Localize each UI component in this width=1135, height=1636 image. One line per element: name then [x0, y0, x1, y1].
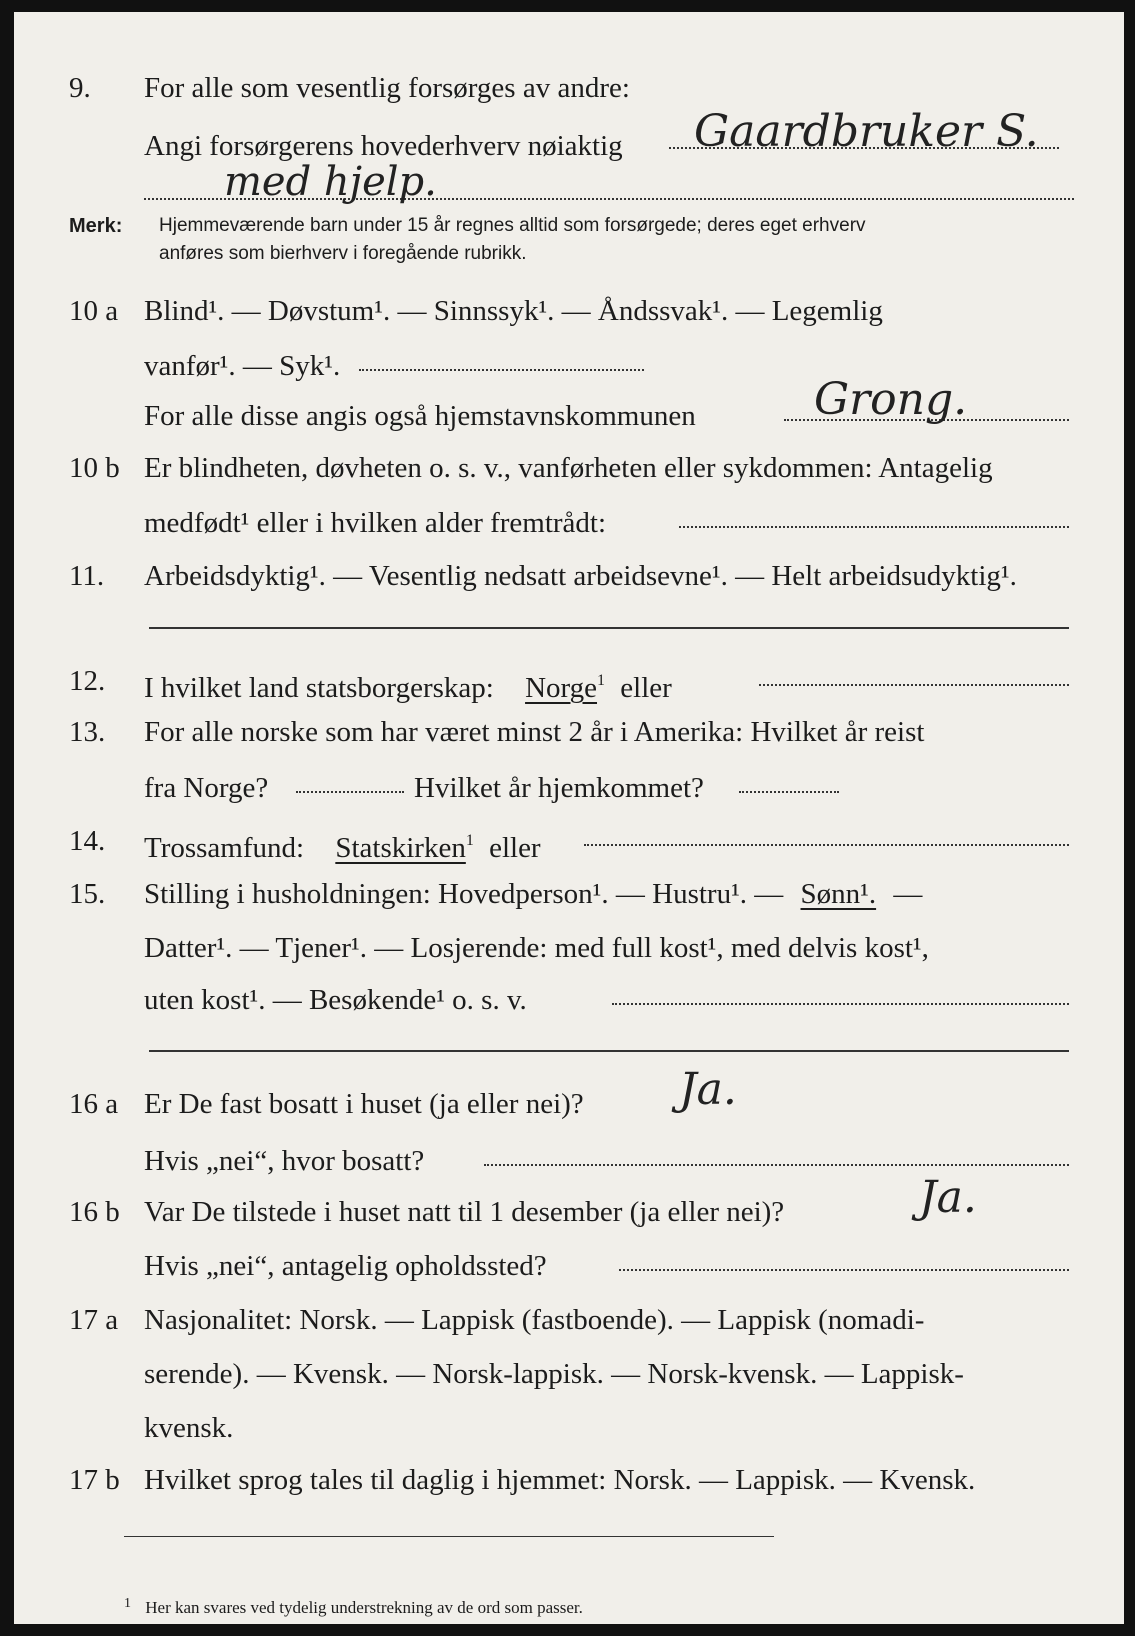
question-number: 15. [69, 878, 106, 910]
handwritten-answer: Grong. [814, 374, 968, 425]
answer-line [359, 369, 644, 371]
underlined-option-sonn: Sønn¹. [800, 878, 877, 910]
question-text: uten kost¹. — Besøkende¹ o. s. v. [144, 984, 527, 1016]
question-number: 10 b [69, 452, 120, 484]
question-text: kvensk. [144, 1412, 234, 1444]
question-text [144, 870, 922, 918]
footnote-divider [124, 1536, 774, 1537]
question-text: Datter¹. — Tjener¹. — Losjerende: med full kost¹, med delvis kost¹, [144, 932, 929, 964]
question-text: Hvis „nei“, hvor bosatt? [144, 1145, 425, 1177]
question-text: Var De tilstede i huset natt til 1 desember (ja eller nei)? [144, 1196, 785, 1228]
question-number: 13. [69, 716, 106, 748]
question-text: For alle disse angis også hjemstavnskommunen [144, 400, 696, 432]
question-16a [14, 1064, 1124, 1128]
question-9 [14, 64, 1124, 112]
question-text [144, 657, 672, 712]
answer-line [484, 1164, 1069, 1166]
question-11 [14, 552, 1124, 600]
question-text-pre: Trossamfund: [144, 832, 305, 864]
question-9-line2 [14, 106, 1124, 170]
question-text: medfødt¹ eller i hvilken alder fremtrådt: [144, 507, 607, 539]
question-14 [14, 817, 1124, 865]
question-text: vanfør¹. — Syk¹. [144, 350, 341, 382]
handwritten-answer: Gaardbruker S. [694, 106, 1039, 157]
question-15-line3 [14, 976, 1124, 1024]
question-number: 11. [69, 560, 105, 592]
underlined-option-statskirken: Statskirken [335, 832, 466, 864]
question-text: Angi forsørgerens hovederhverv nøiaktig [144, 130, 623, 162]
question-number: 16 a [69, 1088, 119, 1120]
question-text: Er De fast bosatt i huset (ja eller nei)? [144, 1088, 584, 1120]
question-number: 10 a [69, 295, 119, 327]
footnote-marker: 1 [597, 672, 606, 689]
question-10b-line2 [14, 499, 1124, 547]
question-text: — [893, 878, 923, 910]
section-divider [149, 627, 1069, 629]
footnote [124, 1596, 583, 1618]
question-text: Hvilket sprog tales til daglig i hjemmet: Norsk. — Lappisk. — Kvensk. [144, 1464, 976, 1496]
census-form-page [14, 12, 1124, 1624]
answer-line [619, 1269, 1069, 1271]
answer-line [584, 844, 1069, 846]
answer-line [759, 684, 1069, 686]
question-10a [14, 287, 1124, 335]
question-text-post: eller [489, 832, 541, 864]
question-text: Stilling i husholdningen: Hovedperson¹. — Hustru¹. — [144, 878, 784, 910]
question-text: For alle som vesentlig forsørges av andre: [144, 72, 630, 104]
handwritten-answer: med hjelp. [224, 159, 437, 205]
question-number: 17 b [69, 1464, 120, 1496]
question-number: 16 b [69, 1196, 120, 1228]
question-17a-line2 [14, 1350, 1124, 1398]
handwritten-answer: Ja. [679, 1064, 737, 1115]
question-17a [14, 1296, 1124, 1344]
question-13-line2 [14, 764, 1124, 812]
footnote-text: Her kan svares ved tydelig understrekning av de ord som passer. [145, 1598, 583, 1617]
question-text: Hvis „nei“, antagelig opholdssted? [144, 1250, 547, 1282]
note-label: Merk: [69, 215, 123, 237]
question-text: Blind¹. — Døvstum¹. — Sinnssyk¹. — Åndssvak¹. — Legemlig [144, 295, 883, 327]
question-15-line2 [14, 924, 1124, 972]
question-17b [14, 1456, 1124, 1504]
answer-line [679, 526, 1069, 528]
footnote-mark: 1 [124, 1596, 131, 1611]
answer-line [739, 791, 839, 793]
note-text: anføres som bierhverv i foregående rubrikk. [159, 243, 527, 264]
question-text: Nasjonalitet: Norsk. — Lappisk (fastboende). — Lappisk (nomadi- [144, 1304, 925, 1336]
question-number: 12. [69, 665, 106, 697]
question-text: For alle norske som har været minst 2 år i Amerika: Hvilket år reist [144, 716, 925, 748]
question-text: Er blindheten, døvheten o. s. v., vanførheten eller sykdommen: Antagelig [144, 452, 993, 484]
question-15 [14, 870, 1124, 918]
footnote-marker: 1 [465, 832, 474, 849]
question-number: 14. [69, 825, 106, 857]
question-10b [14, 444, 1124, 492]
question-text: serende). — Kvensk. — Norsk-lappisk. — Norsk-kvensk. — Lappisk- [144, 1358, 964, 1390]
question-text: fra Norge? [144, 772, 269, 804]
answer-line [296, 791, 404, 793]
question-12 [14, 657, 1124, 705]
question-13 [14, 708, 1124, 756]
question-16b-line2 [14, 1242, 1124, 1290]
section-divider [149, 1050, 1069, 1052]
question-number: 9. [69, 72, 91, 104]
handwritten-answer: Ja. [919, 1172, 977, 1223]
question-text: Arbeidsdyktig¹. — Vesentlig nedsatt arbeidsevne¹. — Helt arbeidsudyktig¹. [144, 560, 1017, 592]
question-text: Hvilket år hjemkommet? [414, 772, 704, 804]
question-text [144, 817, 541, 872]
question-16b [14, 1172, 1124, 1236]
question-17a-line3 [14, 1404, 1124, 1452]
answer-line [612, 1003, 1069, 1005]
question-text-pre: I hvilket land statsborgerskap: [144, 672, 494, 704]
underlined-option-norge: Norge [525, 672, 598, 704]
question-text-post: eller [620, 672, 672, 704]
note-text: Hjemmeværende barn under 15 år regnes alltid som forsørgede; deres eget erhverv [159, 215, 866, 236]
question-number: 17 a [69, 1304, 119, 1336]
question-10a-line3 [14, 374, 1124, 440]
